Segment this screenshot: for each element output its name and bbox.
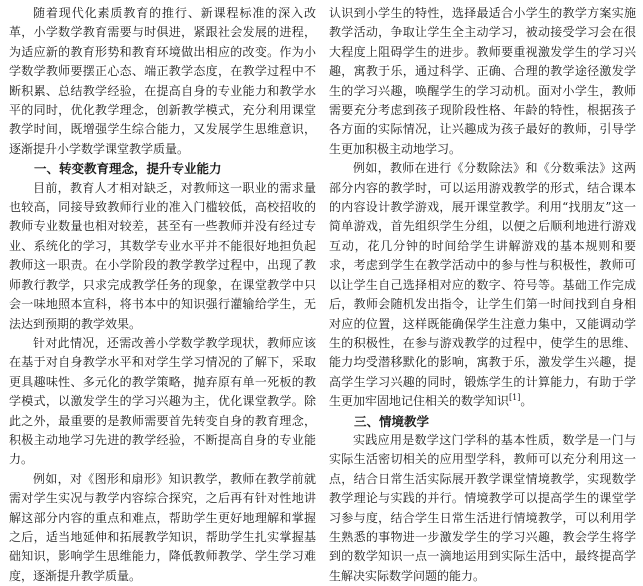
paragraph: 目前，教育人才相对缺乏，对教师这一职业的需求量也较高，同接导致教师行业的准入门槛较低，高校招收的教师专业数量也相对较差，甚至有一些教师并没有经过专业、系统化的学习，其数学专业水平并不能很好地担负起教师这一职责。在小学阶段的教学教学过程中，出现了教师教行教学，只求完成教学任务的现象，在课堂教学中只会一味地照本宣科，将书本中的知识强行灌输给学生，无法达到预期的教学效果。 — [9, 180, 316, 331]
section-heading-1: 一、转变教育理念，提升专业能力 — [34, 161, 222, 177]
paragraph: 例如，对《图形和扇形》知识教学，教师在教学前就需对学生实况与教学内容综合探究，之后再有针对性地讲解这部分内容的重点和难点，帮助学生更好地理解和掌握之后，适当地延伸和拓展教学知识，帮助学生扎实掌握基础知识，影响学生思维能力，降低教师教学、学生学习难度，逐渐提升教学质量。 — [9, 471, 316, 583]
paragraph-text: 例如，教师在进行《分数除法》和《分数乘法》这两部分内容的教学时，可以运用游戏教学的形式，结合课本的内容设计教学游戏，展开课堂教学。利用“找朋友”这一简单游戏，首先组织学生分组，以便之后顺利地进行游戏互动，花几分钟的时间给学生讲解游戏的基本规则和要求，考虑到学生在教学活动中的参与性与积极性，教师可以让学生自己选择相对应的数字、符号等。基础工作完成后，教师会随机发出指令，让学生们第一时间找到自身相对应的位置，这样既能确保学生注意力集中，又能调动学生的积极性，在参与游戏教学的过程中，使学生的思维、能力均受潜移默化的影响，寓教于乐，激发学生兴趣，提高学生学习兴趣的同时，锻炼学生的计算能力，有助于学生更加牢固地记住相关的数学知识 — [329, 161, 636, 409]
left-column — [9, 4, 316, 583]
citation-marker: [1] — [509, 393, 521, 403]
paragraph: 针对此情况，还需改善小学数学教学现状，教师应该在基于对自身教学水平和对学生学习情况的了解下，采取更具趣味性、多元化的教学策略，抛弃原有单一死板的教学模式，以激发学生的学习兴趣为主，优化课堂教学。除此之外，最重要的是教师需要首先转变自身的教育理念，积极主动地学习先进的教学经验，不断提高自身的专业能力。 — [9, 335, 316, 467]
continued-paragraph: 认识到小学生的特性，选择最适合小学生的教学方案实施教学活动，争取让学生全主动学习，被动接受学习会在很大程度上阻碍学生的进步。教师要重视激发学生的学习兴趣，寓教于乐，通过科学、正确、合理的教学途径激发学生的学习兴趣，唤醒学生的学习动机。面对小学生，教师需要充分考虑到孩子现阶段性格、年龄的特性，根据孩子各方面的实际情况，让兴趣成为孩子最好的教师，引导学生更加积极主动地学习。 — [329, 6, 636, 156]
paragraph — [329, 159, 636, 411]
section-heading-3: 三、情境教学 — [354, 413, 430, 429]
paragraph: 实践应用是数学这门学科的基本性质，数学是一门与实际生活密切相关的应用型学科，教师可以充分利用这一点，结合日常生活实际展开教学课堂情境教学，实现数学教学理论与实践的并行。情境教学可以提高学生的课堂学习参与度，结合学生日常生活进行情境教学，可以利用学生熟悉的事物进一步激发学生的学习兴趣，教会学生将学到的数学知识一点一滴地运用到实际生活中，最终提高学生解决实际数学问题的能力。 — [329, 432, 636, 583]
intro-paragraph: 随着现代化素质教育的推行、新课程标准的深入改革，小学数学教育需要与时俱进，紧跟社会发展的进程，为适应新的教育形势和教育环境做出相应的改变。作为小学数学教师要摆正心态、端正教学态度，在教学过程中不断积累、总结教学经验，在提高自身的专业能力和教学水平的同时，优化教学理念，创新教学模式，充分利用课堂教学时间，既增强学生综合能力，又发展学生思维意识，逐渐提升小学数学课堂教学质量。 — [9, 6, 316, 156]
right-column — [329, 4, 636, 583]
paragraph-end: 。 — [520, 394, 533, 409]
